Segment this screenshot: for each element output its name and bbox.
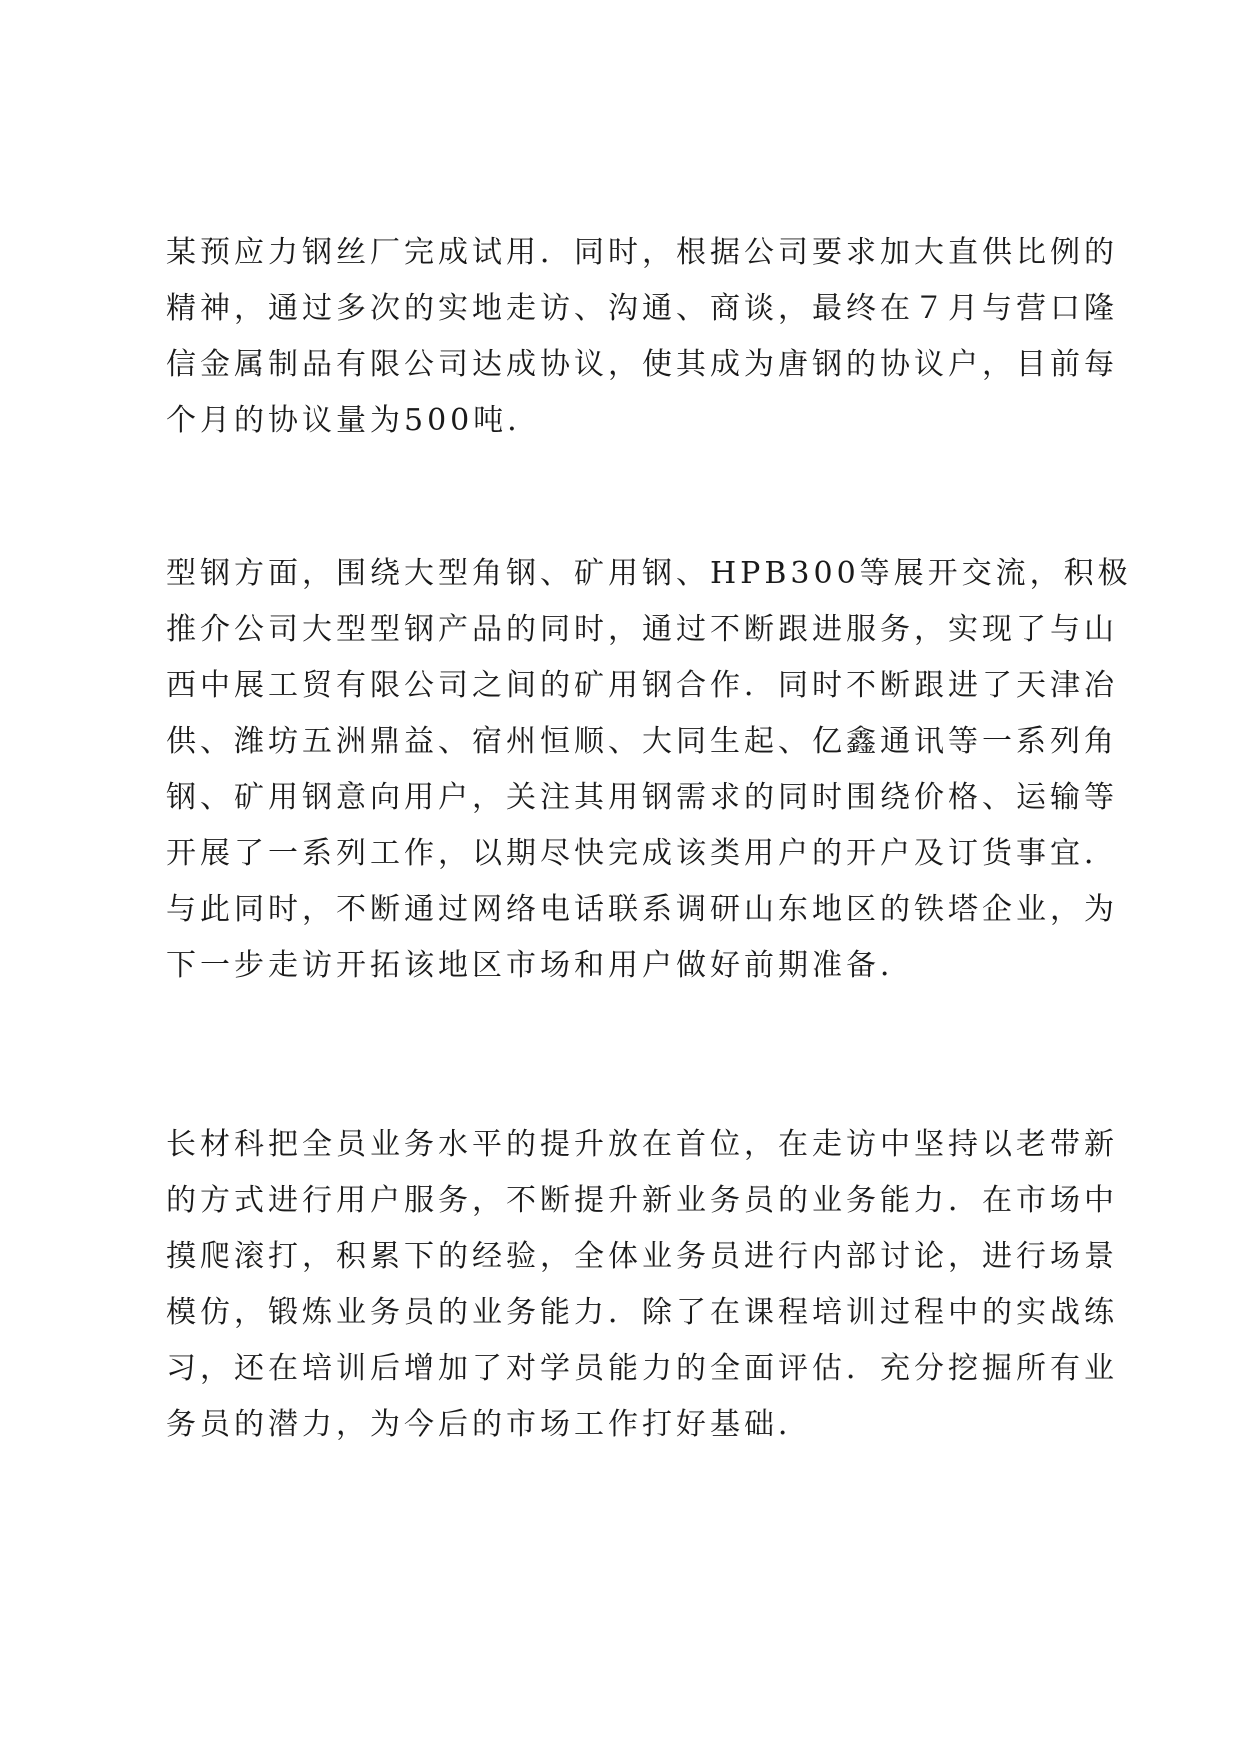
- paragraph-steel-wire: [166, 225, 1118, 449]
- text-line: 开展了一系列工作，以期尽快完成该类用户的开户及订货事宜．: [166, 836, 1118, 871]
- text-line: 与此同时，不断通过网络电话联系调研山东地区的铁塔企业，为: [166, 892, 1118, 927]
- paragraph-section-steel: [166, 546, 1132, 994]
- text-line: 摸爬滚打，积累下的经验，全体业务员进行内部讨论，进行场景: [166, 1239, 1118, 1274]
- text-line: 个月的协议量为500吨．: [166, 403, 542, 438]
- text-line: 习，还在培训后增加了对学员能力的全面评估．充分挖掘所有业: [166, 1351, 1118, 1386]
- paragraph-training: [166, 1117, 1118, 1453]
- text-line: 精神，通过多次的实地走访、沟通、商谈，最终在７月与营口隆: [166, 291, 1118, 326]
- text-line: 型钢方面，围绕大型角钢、矿用钢、HPB300等展开交流，积极: [166, 556, 1132, 591]
- text-line: 某预应力钢丝厂完成试用．同时，根据公司要求加大直供比例的: [166, 235, 1118, 270]
- text-line: 钢、矿用钢意向用户，关注其用钢需求的同时围绕价格、运输等: [166, 780, 1118, 815]
- text-line: 的方式进行用户服务，不断提升新业务员的业务能力．在市场中: [166, 1183, 1118, 1218]
- text-line: 模仿，锻炼业务员的业务能力．除了在课程培训过程中的实战练: [166, 1295, 1118, 1330]
- text-line: 下一步走访开拓该地区市场和用户做好前期准备．: [166, 948, 914, 983]
- text-line: 西中展工贸有限公司之间的矿用钢合作．同时不断跟进了天津冶: [166, 668, 1118, 703]
- text-line: 长材科把全员业务水平的提升放在首位，在走访中坚持以老带新: [166, 1127, 1118, 1162]
- text-line: 务员的潜力，为今后的市场工作打好基础．: [166, 1407, 812, 1442]
- text-line: 供、潍坊五洲鼎益、宿州恒顺、大同生起、亿鑫通讯等一系列角: [166, 724, 1118, 759]
- text-line: 信金属制品有限公司达成协议，使其成为唐钢的协议户，目前每: [166, 347, 1118, 382]
- text-line: 推介公司大型型钢产品的同时，通过不断跟进服务，实现了与山: [166, 612, 1118, 647]
